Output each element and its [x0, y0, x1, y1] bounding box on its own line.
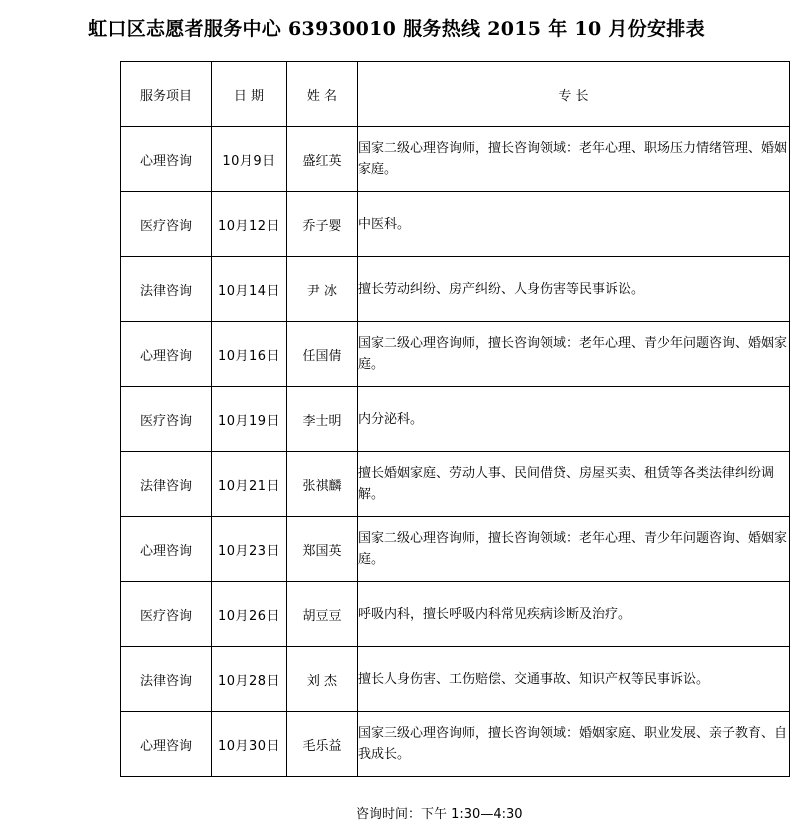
cell-date: 10月12日 — [212, 192, 287, 257]
cell-name: 张祺麟 — [287, 452, 358, 517]
header-date: 日 期 — [212, 62, 287, 127]
cell-service: 心理咨询 — [121, 127, 212, 192]
table-header — [121, 62, 790, 127]
cell-name: 尹 冰 — [287, 257, 358, 322]
consultation-hours-note: 咨询时间：下午 1:30—4:30 — [356, 807, 523, 822]
cell-specialty: 擅长婚姻家庭、劳动人事、民间借贷、房屋买卖、租赁等各类法律纠纷调解。 — [358, 452, 790, 517]
header-name: 姓 名 — [287, 62, 358, 127]
cell-name: 胡豆豆 — [287, 582, 358, 647]
cell-specialty: 国家二级心理咨询师，擅长咨询领域：老年心理、青少年问题咨询、婚姻家庭。 — [358, 322, 790, 387]
cell-name: 郑国英 — [287, 517, 358, 582]
cell-service: 心理咨询 — [121, 322, 212, 387]
cell-name: 乔子婴 — [287, 192, 358, 257]
cell-service: 心理咨询 — [121, 517, 212, 582]
table-row — [121, 712, 790, 777]
cell-date: 10月9日 — [212, 127, 287, 192]
table-row — [121, 452, 790, 517]
cell-name: 毛乐益 — [287, 712, 358, 777]
cell-name: 任国倩 — [287, 322, 358, 387]
cell-date: 10月16日 — [212, 322, 287, 387]
table-row — [121, 257, 790, 322]
cell-service: 法律咨询 — [121, 647, 212, 712]
cell-specialty: 中医科。 — [358, 192, 790, 257]
page-title: 虹口区志愿者服务中心 63930010 服务热线 2015 年 10 月份安排表 — [88, 18, 705, 40]
cell-name: 刘 杰 — [287, 647, 358, 712]
cell-specialty: 国家二级心理咨询师，擅长咨询领域：老年心理、职场压力情绪管理、婚姻家庭。 — [358, 127, 790, 192]
table-row — [121, 127, 790, 192]
cell-date: 10月28日 — [212, 647, 287, 712]
table-row — [121, 647, 790, 712]
header-service: 服务项目 — [121, 62, 212, 127]
cell-name: 盛红英 — [287, 127, 358, 192]
cell-date: 10月14日 — [212, 257, 287, 322]
cell-specialty: 擅长劳动纠纷、房产纠纷、人身伤害等民事诉讼。 — [358, 257, 790, 322]
cell-date: 10月26日 — [212, 582, 287, 647]
cell-service: 医疗咨询 — [121, 192, 212, 257]
cell-service: 医疗咨询 — [121, 582, 212, 647]
cell-service: 心理咨询 — [121, 712, 212, 777]
cell-date: 10月23日 — [212, 517, 287, 582]
table-row — [121, 517, 790, 582]
cell-date: 10月21日 — [212, 452, 287, 517]
cell-date: 10月19日 — [212, 387, 287, 452]
cell-service: 医疗咨询 — [121, 387, 212, 452]
header-row — [121, 62, 790, 127]
cell-service: 法律咨询 — [121, 452, 212, 517]
cell-specialty: 内分泌科。 — [358, 387, 790, 452]
schedule-table — [120, 61, 790, 777]
table-row — [121, 387, 790, 452]
cell-specialty: 呼吸内科，擅长呼吸内科常见疾病诊断及治疗。 — [358, 582, 790, 647]
header-specialty: 专 长 — [358, 62, 790, 127]
cell-name: 李士明 — [287, 387, 358, 452]
cell-date: 10月30日 — [212, 712, 287, 777]
table-row — [121, 322, 790, 387]
table-row — [121, 582, 790, 647]
table-row — [121, 192, 790, 257]
table-body — [121, 127, 790, 777]
cell-service: 法律咨询 — [121, 257, 212, 322]
cell-specialty: 国家二级心理咨询师，擅长咨询领域：老年心理、青少年问题咨询、婚姻家庭。 — [358, 517, 790, 582]
cell-specialty: 国家三级心理咨询师，擅长咨询领域：婚姻家庭、职业发展、亲子教育、自我成长。 — [358, 712, 790, 777]
cell-specialty: 擅长人身伤害、工伤赔偿、交通事故、知识产权等民事诉讼。 — [358, 647, 790, 712]
